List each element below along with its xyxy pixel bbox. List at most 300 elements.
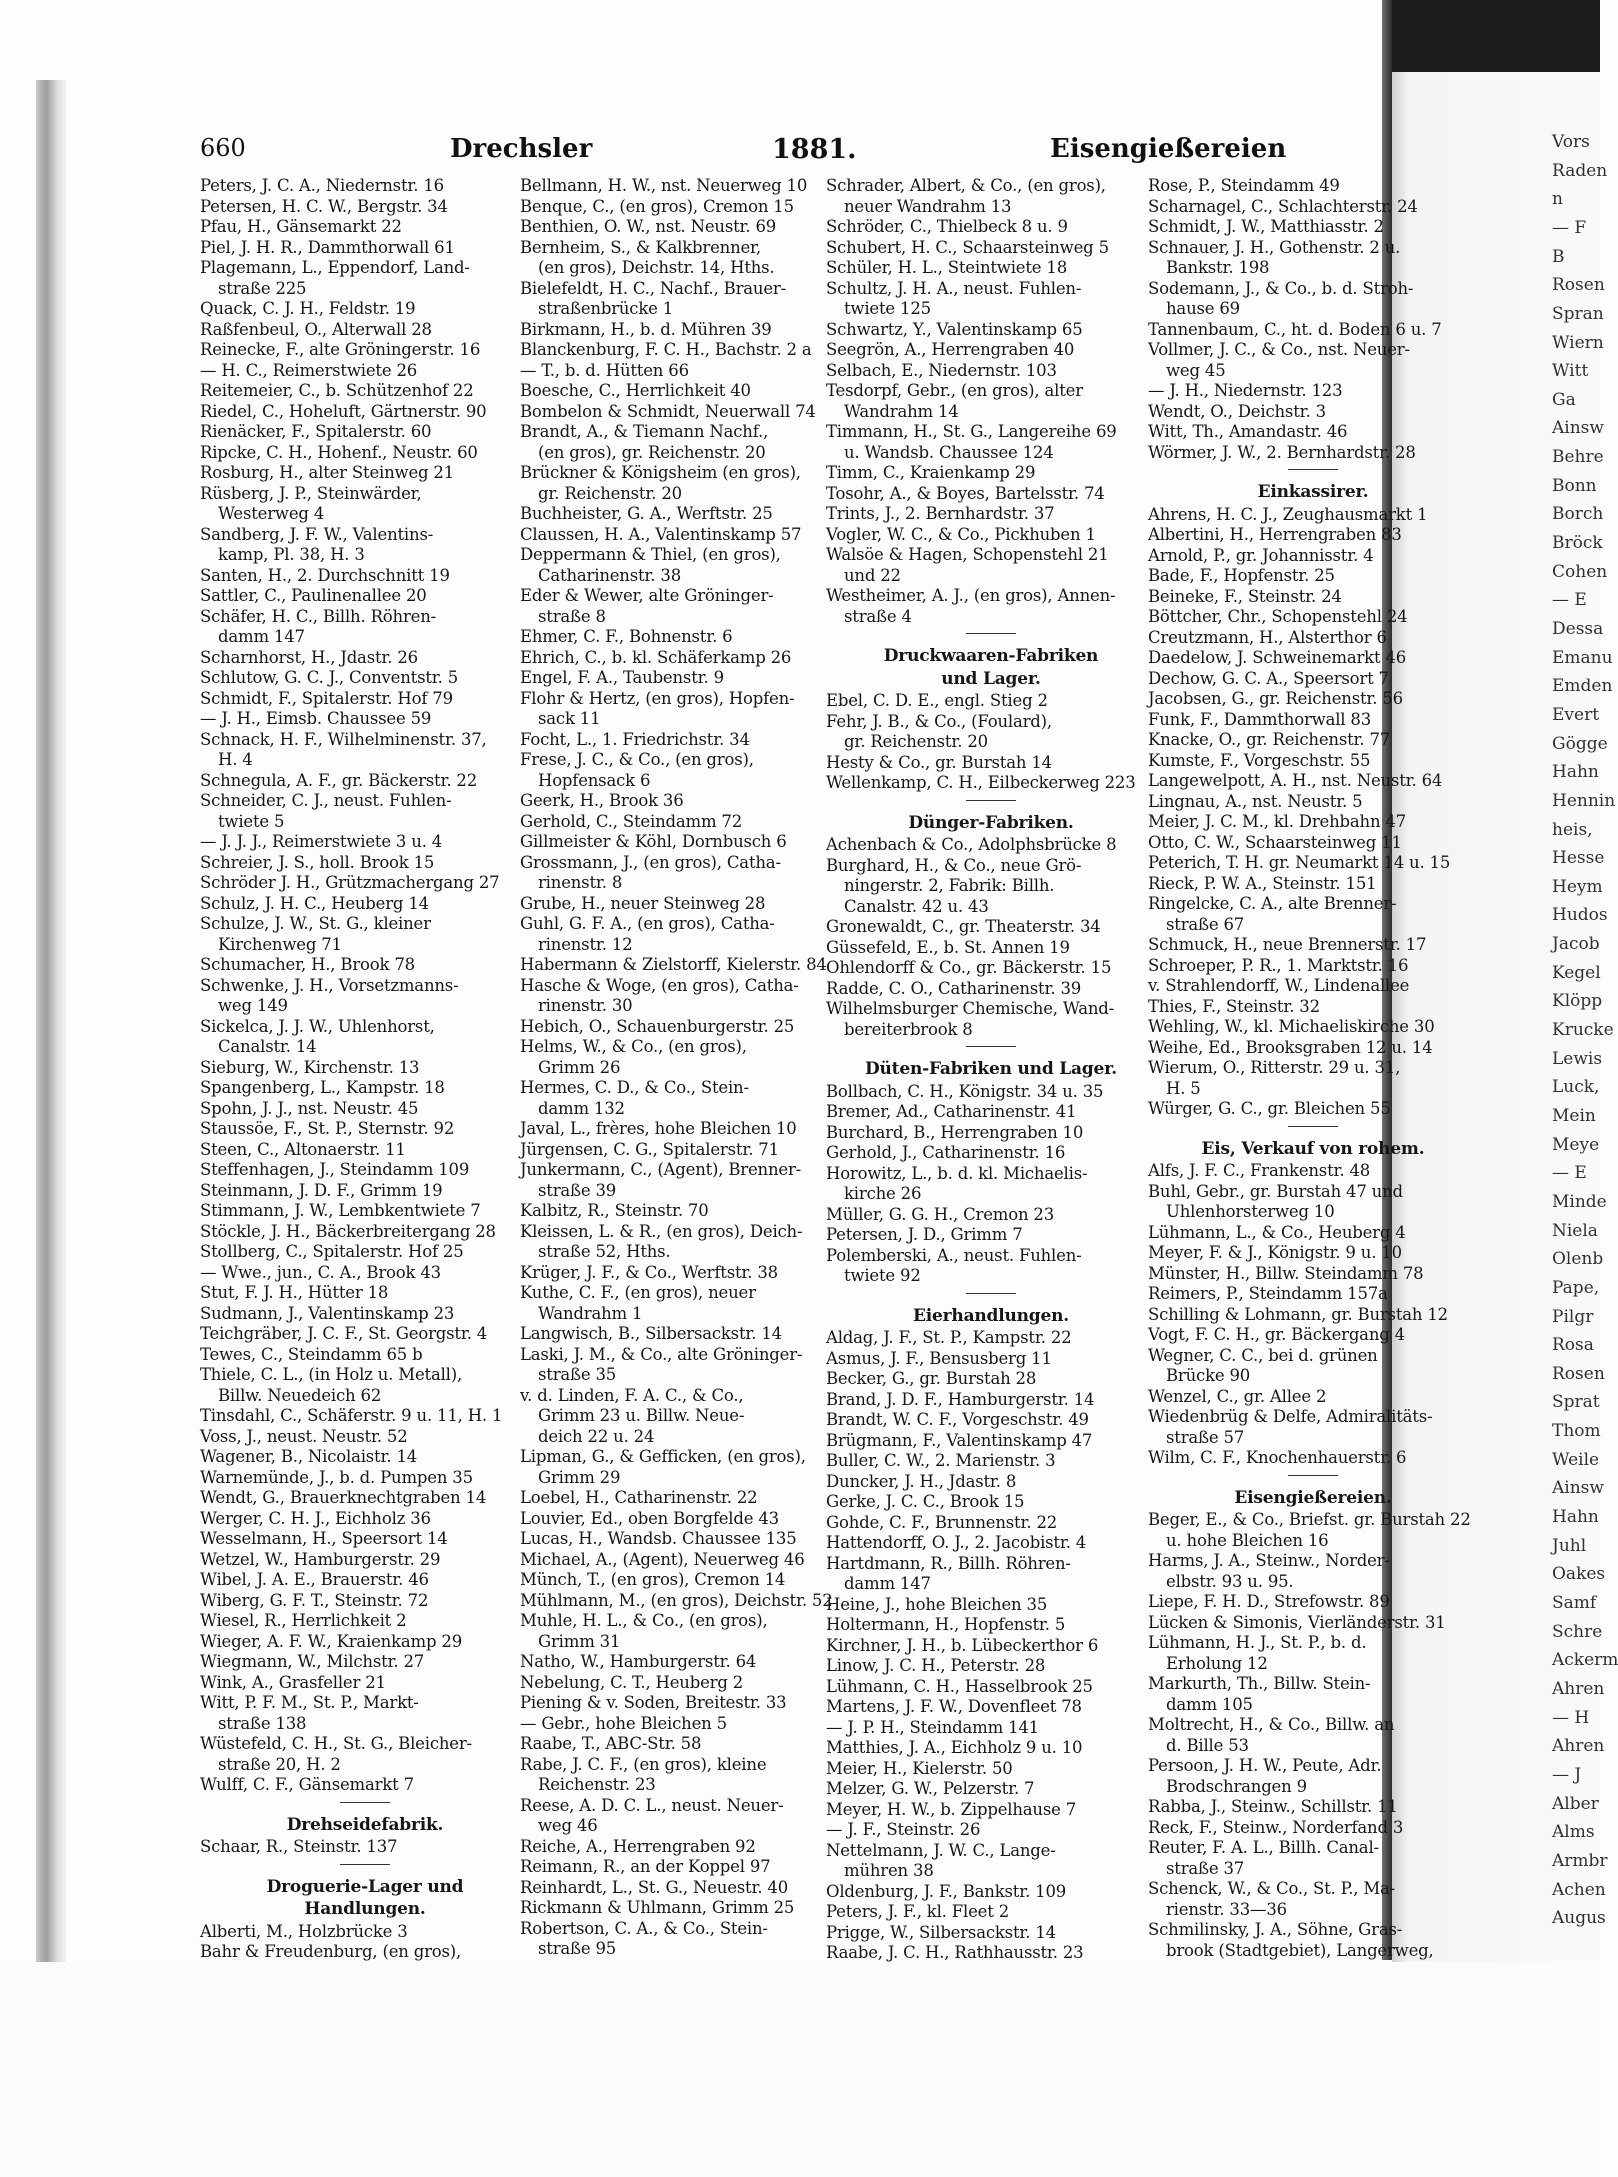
directory-entry: Brand, J. D. F., Hamburgerstr. 14 bbox=[826, 1389, 1095, 1409]
next-page-fragment-line: — F bbox=[1552, 218, 1587, 238]
directory-entry: Schröder J. H., Grützmachergang 27 bbox=[200, 873, 500, 892]
directory-column-1 bbox=[200, 176, 530, 2065]
entry-continuation: H. 5 bbox=[1166, 1078, 1201, 1098]
directory-entry: Knacke, O., gr. Reichenstr. 77 bbox=[1148, 730, 1391, 749]
directory-entry: Bellmann, H. W., nst. Neuerweg 10 bbox=[520, 176, 808, 195]
next-page-fragment-line: Borch bbox=[1552, 504, 1604, 524]
directory-entry: Voss, J., neust. Neustr. 52 bbox=[200, 1426, 408, 1446]
directory-entry: Stimmann, J. W., Lembkentwiete 7 bbox=[200, 1201, 481, 1220]
section-heading: Droguerie-Lager und bbox=[266, 1876, 464, 1897]
entry-list bbox=[826, 176, 1156, 627]
directory-entry: Gerhold, C., Steindamm 72 bbox=[520, 811, 743, 831]
next-page-fragment-line: Kegel bbox=[1552, 963, 1601, 983]
section-rule bbox=[1288, 1475, 1338, 1476]
directory-entry: Flohr & Hertz, (en gros), Hopfen- bbox=[520, 688, 795, 708]
directory-entry: Scharnagel, C., Schlachterstr. 24 bbox=[1148, 196, 1418, 216]
section-heading: Eisengießereien. bbox=[1234, 1487, 1392, 1508]
next-page-fragment-line: Alms bbox=[1552, 1822, 1595, 1842]
directory-entry: Guhl, G. F. A., (en gros), Catha- bbox=[520, 914, 775, 933]
entry-continuation: twiete 92 bbox=[844, 1266, 921, 1285]
entry-list bbox=[520, 176, 850, 2062]
directory-entry: — H. C., Reimerstwiete 26 bbox=[200, 360, 418, 380]
section-heading: und Lager. bbox=[941, 668, 1041, 689]
directory-entry: Wilm, C. F., Knochenhauerstr. 6 bbox=[1148, 1448, 1407, 1467]
next-page-fragment-line: — E bbox=[1552, 590, 1587, 610]
directory-entry: Habermann & Zielstorff, Kielerstr. 84 bbox=[520, 955, 827, 974]
directory-entry: Schubert, H. C., Schaarsteinweg 5 bbox=[826, 237, 1109, 257]
directory-entry: Asmus, J. F., Bensusberg 11 bbox=[826, 1348, 1052, 1368]
entry-list bbox=[1148, 505, 1478, 1120]
scan-left-edge bbox=[36, 80, 66, 2010]
directory-entry: Gohde, C. F., Brunnenstr. 22 bbox=[826, 1512, 1058, 1532]
section-heading: Düten-Fabriken und Lager. bbox=[864, 1059, 1118, 1079]
directory-entry: Schilling & Lohmann, gr. Burstah 12 bbox=[1148, 1304, 1448, 1324]
entry-continuation: Bankstr. 198 bbox=[1166, 258, 1270, 277]
entry-continuation: und 22 bbox=[844, 565, 901, 585]
directory-entry: Schroeper, P. R., 1. Marktstr. 16 bbox=[1148, 955, 1409, 975]
directory-entry: Wiedenbrüg & Delfe, Admiralitäts- bbox=[1148, 1407, 1433, 1426]
directory-entry: Wierum, O., Ritterstr. 29 u. 31, bbox=[1148, 1058, 1401, 1077]
entry-list bbox=[826, 1082, 1156, 1287]
next-page-fragment-line: heis, bbox=[1552, 820, 1593, 840]
directory-entry: Ehrich, C., b. kl. Schäferkamp 26 bbox=[520, 647, 792, 667]
next-page-fragment-line: Jacob bbox=[1552, 934, 1600, 954]
directory-entry: Langwisch, B., Silbersackstr. 14 bbox=[520, 1324, 782, 1343]
directory-entry: Ahrens, H. C. J., Zeughausmarkt 1 bbox=[1148, 504, 1428, 524]
header-right-title: Eisengießereien bbox=[1050, 134, 1287, 164]
next-page-fragment-line: Evert bbox=[1552, 705, 1600, 725]
directory-entry: Buchheister, G. A., Werftstr. 25 bbox=[520, 504, 773, 523]
entry-continuation: damm 147 bbox=[218, 627, 305, 646]
next-page-fragment-line: Hudos bbox=[1552, 905, 1608, 925]
directory-entry: Wink, A., Grasfeller 21 bbox=[200, 1672, 386, 1692]
directory-entry: Raabe, T., ABC-Str. 58 bbox=[520, 1734, 702, 1753]
directory-entry: Steen, C., Altonaerstr. 11 bbox=[200, 1139, 406, 1159]
entry-continuation: straße 8 bbox=[538, 606, 606, 626]
directory-entry: Achenbach & Co., Adolphsbrücke 8 bbox=[826, 835, 1117, 854]
directory-entry: Vollmer, J. C., & Co., nst. Neuer- bbox=[1148, 340, 1410, 359]
entry-continuation: gr. Reichenstr. 20 bbox=[538, 483, 682, 503]
section-heading: Dünger-Fabriken. bbox=[908, 812, 1074, 833]
directory-column-2 bbox=[520, 176, 850, 2062]
next-page-fragment-line: Ga bbox=[1552, 390, 1576, 410]
directory-entry: Hartdmann, R., Billh. Röhren- bbox=[826, 1553, 1071, 1573]
directory-entry: Creutzmann, H., Alsterthor 6 bbox=[1148, 627, 1387, 647]
entry-continuation: rinenstr. 30 bbox=[538, 996, 633, 1015]
section-rule bbox=[1288, 1126, 1338, 1127]
directory-entry: Rickmann & Uhlmann, Grimm 25 bbox=[520, 1898, 795, 1917]
next-page-fragment-line: Achen bbox=[1552, 1880, 1606, 1900]
directory-entry: Sandberg, J. F. W., Valentins- bbox=[200, 524, 434, 544]
directory-entry: Peterich, T. H. gr. Neumarkt 14 u. 15 bbox=[1148, 853, 1451, 872]
next-page-fragment-line: Emden bbox=[1552, 676, 1613, 696]
entry-continuation: d. Bille 53 bbox=[1166, 1735, 1249, 1755]
directory-entry: Bernheim, S., & Kalkbrenner, bbox=[520, 237, 761, 257]
entry-continuation: straße 39 bbox=[538, 1180, 617, 1200]
directory-entry: Wörmer, J. W., 2. Bernhardstr. 28 bbox=[1148, 442, 1416, 462]
directory-entry: Claussen, H. A., Valentinskamp 57 bbox=[520, 524, 802, 544]
directory-entry: Selbach, E., Niedernstr. 103 bbox=[826, 360, 1057, 380]
header-year: 1881. bbox=[772, 134, 857, 165]
directory-entry: Tesdorpf, Gebr., (en gros), alter bbox=[826, 381, 1083, 400]
directory-entry: Reitemeier, C., b. Schützenhof 22 bbox=[200, 381, 474, 400]
directory-entry: Hasche & Woge, (en gros), Catha- bbox=[520, 975, 799, 995]
entry-continuation: straße 52, Hths. bbox=[538, 1242, 671, 1261]
directory-entry: v. Strahlendorff, W., Lindenallee bbox=[1148, 976, 1410, 995]
entry-continuation: Canalstr. 42 u. 43 bbox=[844, 896, 989, 916]
directory-entry: Wetzel, W., Hamburgerstr. 29 bbox=[200, 1549, 441, 1569]
directory-entry: Persoon, J. H. W., Peute, Adr. bbox=[1148, 1756, 1382, 1775]
entry-continuation: gr. Reichenstr. 20 bbox=[844, 732, 988, 751]
directory-entry: Ringelcke, C. A., alte Brenner- bbox=[1148, 894, 1397, 913]
next-page-fragment-line: Niela bbox=[1552, 1221, 1598, 1241]
entry-continuation: ningerstr. 2, Fabrik: Billh. bbox=[844, 876, 1055, 895]
entry-continuation: weg 46 bbox=[538, 1816, 598, 1835]
directory-entry: Alfs, J. F. C., Frankenstr. 48 bbox=[1148, 1161, 1371, 1180]
entry-continuation: kirche 26 bbox=[844, 1184, 922, 1203]
directory-entry: Markurth, Th., Billw. Stein- bbox=[1148, 1674, 1371, 1693]
directory-entry: — J. H., Eimsb. Chaussee 59 bbox=[200, 709, 432, 728]
next-page-fragment-line: Cohen bbox=[1552, 562, 1608, 582]
directory-entry: Loebel, H., Catharinenstr. 22 bbox=[520, 1488, 758, 1507]
directory-entry: Vogler, W. C., & Co., Pickhuben 1 bbox=[826, 524, 1096, 544]
entry-continuation: neuer Wandrahm 13 bbox=[844, 196, 1012, 216]
entry-continuation: (en gros), gr. Reichenstr. 20 bbox=[538, 442, 766, 462]
next-page-fragment-line: n bbox=[1552, 189, 1563, 209]
directory-entry: Müller, G. G. H., Cremon 23 bbox=[826, 1204, 1055, 1224]
entry-continuation: Kirchenweg 71 bbox=[218, 934, 342, 954]
directory-entry: Beineke, F., Steinstr. 24 bbox=[1148, 586, 1342, 606]
directory-entry: Tinsdahl, C., Schäferstr. 9 u. 11, H. 1 bbox=[200, 1406, 503, 1425]
next-page-fragment-line: Meye bbox=[1552, 1135, 1600, 1155]
directory-entry: Harms, J. A., Steinw., Norder- bbox=[1148, 1551, 1390, 1570]
directory-entry: Schüler, H. L., Steintwiete 18 bbox=[826, 258, 1068, 277]
directory-entry: Witt, P. F. M., St. P., Markt- bbox=[200, 1693, 419, 1712]
directory-entry: Güssefeld, E., b. St. Annen 19 bbox=[826, 937, 1070, 957]
directory-entry: Buller, C. W., 2. Marienstr. 3 bbox=[826, 1451, 1056, 1470]
directory-entry: Brandt, W. C. F., Vorgeschstr. 49 bbox=[826, 1410, 1089, 1429]
directory-entry: Melzer, G. W., Pelzerstr. 7 bbox=[826, 1779, 1035, 1798]
directory-entry: Schwenke, J. H., Vorsetzmanns- bbox=[200, 975, 459, 995]
directory-entry: Buhl, Gebr., gr. Burstah 47 und bbox=[1148, 1181, 1403, 1201]
next-page-fragment-line: Pilgr bbox=[1552, 1307, 1594, 1327]
entry-continuation: rinenstr. 8 bbox=[538, 873, 623, 892]
directory-entry: Lühmann, L., & Co., Heuberg 4 bbox=[1148, 1222, 1406, 1242]
next-page-fragment-line: Lewis bbox=[1552, 1049, 1603, 1069]
directory-entry: Reimann, R., an der Koppel 97 bbox=[520, 1857, 771, 1876]
entry-list bbox=[1148, 1161, 1478, 1469]
next-page-fragment-line: Mein bbox=[1552, 1106, 1596, 1126]
directory-entry: — J. H., Niedernstr. 123 bbox=[1148, 381, 1343, 400]
directory-entry: Wegner, C. C., bei d. grünen bbox=[1148, 1345, 1378, 1365]
directory-entry: Schnegula, A. F., gr. Bäckerstr. 22 bbox=[200, 770, 478, 790]
next-page-fragment-line: Raden bbox=[1552, 161, 1608, 181]
directory-entry: Kalbitz, R., Steinstr. 70 bbox=[520, 1201, 709, 1220]
directory-entry: Muhle, H. L., & Co., (en gros), bbox=[520, 1611, 768, 1630]
directory-entry: Kumste, F., Vorgeschstr. 55 bbox=[1148, 750, 1371, 770]
entry-continuation: rienstr. 33—36 bbox=[1166, 1899, 1287, 1919]
directory-entry: Matthies, J. A., Eichholz 9 u. 10 bbox=[826, 1738, 1083, 1757]
directory-entry: Ohlendorff & Co., gr. Bäckerstr. 15 bbox=[826, 958, 1112, 977]
directory-entry: Scharnhorst, H., Jdastr. 26 bbox=[200, 647, 418, 667]
directory-entry: Schulz, J. H. C., Heuberg 14 bbox=[200, 893, 429, 913]
directory-entry: Wiesel, R., Herrlichkeit 2 bbox=[200, 1611, 407, 1630]
next-page-fragment-line: Rosa bbox=[1552, 1335, 1594, 1355]
directory-entry: Meier, H., Kielerstr. 50 bbox=[826, 1758, 1013, 1778]
directory-entry: Meyer, H. W., b. Zippelhause 7 bbox=[826, 1799, 1077, 1819]
directory-entry: Sieburg, W., Kirchenstr. 13 bbox=[200, 1057, 420, 1077]
entry-continuation: mühren 38 bbox=[844, 1861, 934, 1880]
section-rule bbox=[1288, 469, 1338, 470]
entry-continuation: straße 95 bbox=[538, 1939, 617, 1958]
entry-list bbox=[1148, 176, 1478, 463]
directory-entry: Blanckenburg, F. C. H., Bachstr. 2 a bbox=[520, 340, 812, 359]
entry-list bbox=[200, 176, 530, 1796]
directory-entry: Lühmann, C. H., Hasselbrook 25 bbox=[826, 1676, 1093, 1696]
directory-entry: Alberti, M., Holzbrücke 3 bbox=[200, 1921, 408, 1941]
directory-entry: Reinhardt, L., St. G., Neuestr. 40 bbox=[520, 1877, 789, 1897]
entry-list bbox=[826, 691, 1156, 794]
entry-continuation: straße 4 bbox=[844, 606, 912, 626]
page-header bbox=[200, 134, 1350, 174]
directory-entry: Fehr, J. B., & Co., (Foulard), bbox=[826, 711, 1052, 731]
directory-entry: Thiele, C. L., (in Holz u. Metall), bbox=[200, 1365, 463, 1384]
directory-entry: Daedelow, J. Schweinemarkt 46 bbox=[1148, 648, 1407, 667]
directory-entry: Bollbach, C. H., Königstr. 34 u. 35 bbox=[826, 1081, 1104, 1101]
next-page-fragment-line: Vors bbox=[1552, 132, 1590, 152]
directory-entry: Sattler, C., Paulinenallee 20 bbox=[200, 586, 427, 605]
entry-continuation: weg 149 bbox=[218, 996, 288, 1015]
directory-entry: — J. P. H., Steindamm 141 bbox=[826, 1717, 1039, 1737]
section-rule bbox=[340, 1864, 390, 1865]
directory-entry: Werger, C. H. J., Eichholz 36 bbox=[200, 1508, 431, 1528]
directory-entry: Duncker, J. H., Jdastr. 8 bbox=[826, 1471, 1017, 1491]
directory-entry: Bielefeldt, H. C., Nachf., Brauer- bbox=[520, 278, 786, 298]
directory-entry: Rüsberg, J. P., Steinwärder, bbox=[200, 483, 422, 503]
entry-continuation: Billw. Neuedeich 62 bbox=[218, 1385, 382, 1405]
directory-entry: Albertini, H., Herrengraben 83 bbox=[1148, 525, 1402, 544]
directory-entry: Michael, A., (Agent), Neuerweg 46 bbox=[520, 1549, 805, 1569]
directory-entry: Spangenberg, L., Kampstr. 18 bbox=[200, 1078, 445, 1097]
directory-entry: Timmann, H., St. G., Langereihe 69 bbox=[826, 422, 1117, 441]
directory-entry: Burghard, H., & Co., neue Grö- bbox=[826, 855, 1082, 875]
next-page-fragment-line: Spran bbox=[1552, 304, 1604, 324]
directory-entry: Teichgräber, J. C. F., St. Georgstr. 4 bbox=[200, 1324, 488, 1343]
directory-entry: Schulze, J. W., St. G., kleiner bbox=[200, 914, 431, 933]
directory-entry: Kleissen, L. & R., (en gros), Deich- bbox=[520, 1221, 803, 1241]
entry-list bbox=[200, 1837, 530, 1858]
directory-entry: Weihe, Ed., Brooksgraben 12 u. 14 bbox=[1148, 1037, 1433, 1057]
entry-continuation: hause 69 bbox=[1166, 299, 1240, 318]
entry-continuation: straße 225 bbox=[218, 278, 307, 298]
next-page-fragment-line: Gögge bbox=[1552, 734, 1608, 754]
directory-entry: Focht, L., 1. Friedrichstr. 34 bbox=[520, 729, 750, 749]
directory-entry: Thies, F., Steinstr. 32 bbox=[1148, 996, 1320, 1016]
entry-continuation: Brodschrangen 9 bbox=[1166, 1776, 1307, 1796]
next-page-fragment-line: Samf bbox=[1552, 1593, 1597, 1613]
directory-entry: Wehling, W., kl. Michaeliskirche 30 bbox=[1148, 1017, 1435, 1036]
directory-entry: Petersen, H. C. W., Bergstr. 34 bbox=[200, 196, 448, 216]
next-page-fragment-line: Ahren bbox=[1552, 1679, 1605, 1699]
entry-continuation: Wandrahm 14 bbox=[844, 401, 959, 421]
scan-dark-corner bbox=[1392, 0, 1600, 72]
directory-entry: Meier, J. C. M., kl. Drehbahn 47 bbox=[1148, 812, 1407, 831]
directory-entry: — J. F., Steinstr. 26 bbox=[826, 1820, 981, 1839]
directory-entry: Mühlmann, M., (en gros), Deichstr. 52 bbox=[520, 1590, 833, 1610]
directory-entry: Junkermann, C., (Agent), Brenner- bbox=[520, 1160, 802, 1179]
directory-entry: Lipman, G., & Gefficken, (en gros), bbox=[520, 1447, 806, 1466]
directory-entry: Gronewaldt, C., gr. Theaterstr. 34 bbox=[826, 917, 1101, 936]
directory-entry: Schnack, H. F., Wilhelminenstr. 37, bbox=[200, 729, 487, 749]
directory-entry: Ripcke, C. H., Hohenf., Neustr. 60 bbox=[200, 442, 478, 462]
entry-continuation: Reichenstr. 23 bbox=[538, 1775, 656, 1794]
directory-entry: Horowitz, L., b. d. kl. Michaelis- bbox=[826, 1163, 1088, 1183]
next-page-fragment-line: Luck, bbox=[1552, 1077, 1600, 1097]
next-page-fragment-line: Minde bbox=[1552, 1192, 1607, 1212]
directory-entry: — T., b. d. Hütten 66 bbox=[520, 360, 689, 380]
entry-continuation: bereiterbrook 8 bbox=[844, 1019, 973, 1039]
next-page-fragment-line: Ainsw bbox=[1552, 418, 1604, 438]
directory-entry: Seegrön, A., Herrengraben 40 bbox=[826, 340, 1075, 359]
directory-entry: Hermes, C. D., & Co., Stein- bbox=[520, 1078, 749, 1097]
entry-continuation: u. Wandsb. Chaussee 124 bbox=[844, 442, 1054, 462]
directory-entry: Boesche, C., Herrlichkeit 40 bbox=[520, 381, 751, 400]
entry-continuation: Uhlenhorsterweg 10 bbox=[1166, 1202, 1335, 1221]
next-page-fragment-line: Hahn bbox=[1552, 762, 1599, 782]
directory-entry: Trints, J., 2. Bernhardstr. 37 bbox=[826, 504, 1055, 523]
directory-entry: Raßfenbeul, O., Alterwall 28 bbox=[200, 319, 432, 339]
entry-continuation: twiete 125 bbox=[844, 299, 931, 318]
directory-entry: Münster, H., Billw. Steindamm 78 bbox=[1148, 1263, 1424, 1283]
directory-entry: Bahr & Freudenburg, (en gros), bbox=[200, 1942, 462, 1961]
entry-continuation: straße 57 bbox=[1166, 1427, 1245, 1447]
directory-entry: Wieger, A. F. W., Kraienkamp 29 bbox=[200, 1631, 462, 1651]
entry-continuation: Grimm 29 bbox=[538, 1467, 621, 1487]
directory-entry: Schlutow, G. C. J., Conventstr. 5 bbox=[200, 668, 459, 687]
directory-entry: Ehmer, C. F., Bohnenstr. 6 bbox=[520, 627, 733, 646]
section-rule bbox=[340, 1802, 390, 1803]
section-heading: Einkassirer. bbox=[1257, 482, 1369, 502]
directory-entry: Grube, H., neuer Steinweg 28 bbox=[520, 893, 766, 913]
directory-entry: Schröder, C., Thielbeck 8 u. 9 bbox=[826, 217, 1068, 236]
directory-entry: Martens, J. F. W., Dovenfleet 78 bbox=[826, 1697, 1082, 1716]
directory-entry: — J. J. J., Reimerstwiete 3 u. 4 bbox=[200, 832, 443, 851]
next-page-fragment-line: Rosen bbox=[1552, 275, 1605, 295]
entry-continuation: straße 67 bbox=[1166, 914, 1245, 934]
directory-entry: Kuthe, C. F., (en gros), neuer bbox=[520, 1283, 756, 1302]
entry-continuation: Grimm 26 bbox=[538, 1057, 621, 1077]
directory-entry: Holtermann, H., Hopfenstr. 5 bbox=[826, 1615, 1066, 1634]
next-page-fragment-line: Hahn bbox=[1552, 1507, 1599, 1527]
entry-continuation: deich 22 u. 24 bbox=[538, 1426, 655, 1446]
directory-entry: Meyer, F. & J., Königstr. 9 u. 10 bbox=[1148, 1243, 1402, 1262]
next-page-fragment-line: Augus bbox=[1552, 1908, 1606, 1928]
next-page-fragment-line: — J bbox=[1552, 1765, 1582, 1785]
entry-continuation: damm 132 bbox=[538, 1098, 625, 1118]
directory-entry: Hesty & Co., gr. Burstah 14 bbox=[826, 752, 1052, 772]
directory-entry: Schreier, J. S., holl. Brook 15 bbox=[200, 852, 435, 872]
directory-entry: Timm, C., Kraienkamp 29 bbox=[826, 463, 1036, 482]
directory-entry: Hattendorff, O. J., 2. Jacobistr. 4 bbox=[826, 1533, 1087, 1552]
directory-entry: Piening & v. Soden, Breitestr. 33 bbox=[520, 1693, 787, 1712]
directory-entry: Vogt, F. C. H., gr. Bäckergang 4 bbox=[1148, 1325, 1405, 1344]
directory-entry: Bremer, Ad., Catharinenstr. 41 bbox=[826, 1102, 1077, 1121]
directory-entry: Westheimer, A. J., (en gros), Annen- bbox=[826, 586, 1116, 605]
directory-entry: Schnauer, J. H., Gothenstr. 2 u. bbox=[1148, 237, 1401, 257]
next-page-fragment-line: Ackerm bbox=[1552, 1650, 1618, 1670]
next-page-fragment-line: Witt bbox=[1552, 361, 1589, 381]
directory-entry: Beger, E., & Co., Briefst. gr. Burstah 22 bbox=[1148, 1510, 1471, 1529]
directory-entry: Lücken & Simonis, Vierländerstr. 31 bbox=[1148, 1612, 1446, 1632]
directory-entry: Pfau, H., Gänsemarkt 22 bbox=[200, 217, 402, 236]
directory-entry: Rose, P., Steindamm 49 bbox=[1148, 176, 1340, 195]
directory-entry: Otto, C. W., Schaarsteinweg 11 bbox=[1148, 832, 1402, 852]
page-number: 660 bbox=[200, 134, 246, 162]
directory-entry: Schultz, J. H. A., neust. Fuhlen- bbox=[826, 278, 1082, 298]
directory-entry: Staussöe, F., St. P., Sternstr. 92 bbox=[200, 1119, 455, 1138]
next-page-fragment-line: Bröck bbox=[1552, 533, 1603, 553]
directory-entry: Wulff, C. F., Gänsemarkt 7 bbox=[200, 1775, 414, 1794]
entry-continuation: sack 11 bbox=[538, 709, 601, 728]
directory-entry: Raabe, J. C. H., Rathhausstr. 23 bbox=[826, 1943, 1084, 1962]
directory-entry: Gerke, J. C. C., Brook 15 bbox=[826, 1492, 1025, 1511]
directory-entry: Gerhold, J., Catharinenstr. 16 bbox=[826, 1143, 1066, 1162]
section-rule bbox=[966, 633, 1016, 634]
directory-entry: Krüger, J. F., & Co., Werftstr. 38 bbox=[520, 1262, 778, 1282]
directory-entry: Birkmann, H., b. d. Mühren 39 bbox=[520, 319, 772, 339]
directory-entry: Reese, A. D. C. L., neust. Neuer- bbox=[520, 1795, 784, 1815]
directory-entry: Louvier, Ed., oben Borgfelde 43 bbox=[520, 1508, 779, 1528]
directory-entry: Benthien, O. W., nst. Neustr. 69 bbox=[520, 217, 777, 236]
entry-continuation: Catharinenstr. 38 bbox=[538, 565, 681, 585]
directory-entry: Grossmann, J., (en gros), Catha- bbox=[520, 852, 781, 872]
next-page-fragment-line: Hennin bbox=[1552, 791, 1616, 811]
directory-entry: Engel, F. A., Taubenstr. 9 bbox=[520, 668, 724, 687]
entry-continuation: u. hohe Bleichen 16 bbox=[1166, 1530, 1329, 1550]
directory-entry: Schrader, Albert, & Co., (en gros), bbox=[826, 176, 1106, 195]
directory-entry: Rieck, P. W. A., Steinstr. 151 bbox=[1148, 873, 1377, 893]
entry-continuation: straße 37 bbox=[1166, 1858, 1245, 1878]
entry-continuation: (en gros), Deichstr. 14, Hths. bbox=[538, 258, 775, 277]
section-rule bbox=[966, 1046, 1016, 1047]
directory-entry: Witt, Th., Amandastr. 46 bbox=[1148, 422, 1348, 441]
directory-entry: Münch, T., (en gros), Cremon 14 bbox=[520, 1570, 786, 1589]
directory-entry: Schmilinsky, J. A., Söhne, Gras- bbox=[1148, 1920, 1403, 1939]
directory-entry: Schumacher, H., Brook 78 bbox=[200, 955, 415, 974]
directory-column-4 bbox=[1148, 176, 1478, 2064]
section-heading: Handlungen. bbox=[304, 1899, 426, 1919]
directory-entry: v. d. Linden, F. A. C., & Co., bbox=[520, 1385, 744, 1405]
next-page-fragment-line: Behre bbox=[1552, 447, 1604, 467]
directory-entry: Rabba, J., Steinw., Schillstr. 11 bbox=[1148, 1797, 1398, 1816]
directory-entry: Schenck, W., & Co., St. P., Ma- bbox=[1148, 1879, 1396, 1898]
directory-entry: Brügmann, F., Valentinskamp 47 bbox=[826, 1430, 1093, 1450]
directory-entry: Tosohr, A., & Boyes, Bartelsstr. 74 bbox=[826, 483, 1105, 503]
directory-entry: Warnemünde, J., b. d. Pumpen 35 bbox=[200, 1467, 473, 1487]
directory-entry: Schneider, C. J., neust. Fuhlen- bbox=[200, 791, 452, 810]
directory-entry: Wagener, B., Nicolaistr. 14 bbox=[200, 1447, 418, 1466]
entry-continuation: weg 45 bbox=[1166, 360, 1226, 380]
next-page-fragment-line: Olenb bbox=[1552, 1249, 1604, 1269]
directory-entry: Lucas, H., Wandsb. Chaussee 135 bbox=[520, 1529, 797, 1548]
directory-entry: Tannenbaum, C., ht. d. Boden 6 u. 7 bbox=[1148, 319, 1442, 339]
directory-entry: Schäfer, H. C., Billh. Röhren- bbox=[200, 606, 437, 626]
next-page-fragment-line: Klöpp bbox=[1552, 991, 1603, 1011]
directory-entry: Javal, L., frères, hohe Bleichen 10 bbox=[520, 1119, 797, 1138]
next-page-fragment-line: Wiern bbox=[1552, 333, 1604, 353]
directory-entry: Laski, J. M., & Co., alte Gröninger- bbox=[520, 1344, 803, 1364]
directory-entry: Peters, J. C. A., Niedernstr. 16 bbox=[200, 176, 444, 195]
